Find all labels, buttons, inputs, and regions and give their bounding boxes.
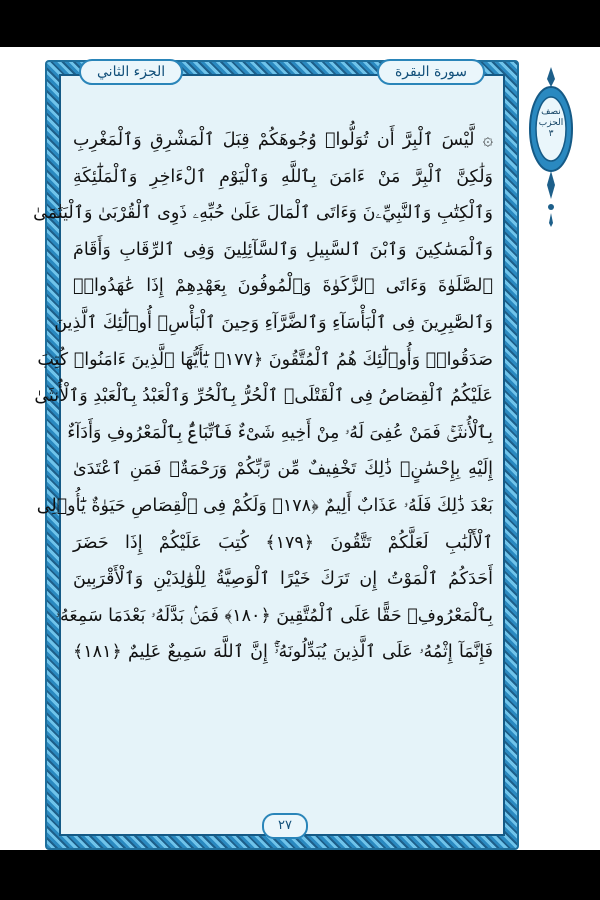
text-line: أَحَدَكُمُ ٱلْمَوْتُ إِن تَرَكَ خَيْرًا ٱلْوَصِيَّةُ لِلْوَٰلِدَيْنِ وَٱلْأَقْرَبِينَ	[73, 569, 493, 590]
text-line: وَٱلْمَسَٰكِينَ وَٱبْنَ ٱلسَّبِيلِ وَٱلسَّآئِلِينَ وَفِى ٱلرِّقَابِ وَأَقَامَ	[73, 239, 493, 260]
hizb-word-half: نصف	[541, 107, 561, 117]
medallion-ornament-icon	[528, 67, 574, 227]
text-line: ٱلْأَلْبَٰبِ لَعَلَّكُمْ تَتَّقُونَ ﴿١٧٩﴾ كُتِبَ عَلَيْكُمْ إِذَا حَضَرَ	[73, 532, 494, 553]
text-line: ۞ لَّيْسَ ٱلْبِرَّ أَن تُوَلُّوا۟ وُجُوهَكُمْ قِبَلَ ٱلْمَشْرِقِ وَٱلْمَغْرِبِ	[73, 130, 493, 150]
hizb-label	[534, 107, 568, 140]
text-line: وَلَٰكِنَّ ٱلْبِرَّ مَنْ ءَامَنَ بِٱللَّهِ وَٱلْيَوْمِ ٱلْءَاخِرِ وَٱلْمَلَٰٓئِكَةِ	[73, 166, 493, 187]
text-line: فَإِنَّمَآ إِثْمُهُۥ عَلَى ٱلَّذِينَ يُبَدِّلُونَهُۥٓۚ إِنَّ ٱللَّهَ سَمِيعٌ عَلِيمٌ ﴿١٨١﴾	[73, 642, 493, 663]
text-line: صَدَقُوا۟ۖ وَأُو۟لَٰٓئِكَ هُمُ ٱلْمُتَّقُونَ ﴿١٧٧﴾ يَٰٓأَيُّهَا ٱلَّذِينَ ءَامَنُوا۟ كُتِبَ	[37, 349, 493, 370]
quran-text	[33, 122, 494, 819]
text-line: وَٱلْكِتَٰبِ وَٱلنَّبِيِّۦنَ وَءَاتَى ٱلْمَالَ عَلَىٰ حُبِّهِۦ ذَوِى ٱلْقُرْبَىٰ وَٱلْيَتَٰمَىٰ	[33, 203, 493, 224]
text-line: إِلَيْهِ بِإِحْسَٰنٍۗ ذَٰلِكَ تَخْفِيفٌ مِّن رَّبِّكُمْ وَرَحْمَةٌۗ فَمَنِ ٱعْتَدَىٰ	[73, 459, 493, 480]
hizb-word: الحزب	[538, 118, 564, 128]
page-number: ٢٧	[262, 813, 308, 839]
text-line: بِٱلْأُنثَىٰۚ فَمَنْ عُفِىَ لَهُۥ مِنْ أَخِيهِ شَىْءٌ فَٱتِّبَاعٌۢ بِٱلْمَعْرُوفِ وَأَدَآءٌ	[67, 422, 493, 443]
page-header	[59, 55, 505, 85]
text-line: بِٱلْمَعْرُوفِۖ حَقًّا عَلَى ٱلْمُتَّقِينَ ﴿١٨٠﴾ فَمَنۢ بَدَّلَهُۥ بَعْدَمَا سَمِعَهُۥ	[55, 605, 493, 626]
mushaf-page	[0, 47, 600, 850]
hizb-number: ٣	[548, 129, 554, 139]
text-line: وَٱلصَّٰبِرِينَ فِى ٱلْبَأْسَآءِ وَٱلضَّرَّآءِ وَحِينَ ٱلْبَأْسِۗ أُو۟لَٰٓئِكَ ٱلَّذِينَ	[54, 312, 493, 333]
juz-label: الجزء الثاني	[79, 59, 183, 85]
text-line: ٱلصَّلَوٰةَ وَءَاتَى ٱلزَّكَوٰةَ وَٱلْمُوفُونَ بِعَهْدِهِمْ إِذَا عَٰهَدُوا۟ۖ	[73, 276, 493, 297]
hizb-medallion	[528, 67, 574, 227]
text-line: بَعْدَ ذَٰلِكَ فَلَهُۥ عَذَابٌ أَلِيمٌ ﴿١٧٨﴾ وَلَكُمْ فِى ٱلْقِصَاصِ حَيَوٰةٌ يَٰٓأُو۟لِى	[36, 495, 493, 516]
text-line: عَلَيْكُمُ ٱلْقِصَاصُ فِى ٱلْقَتْلَىۖ ٱلْحُرُّ بِٱلْحُرِّ وَٱلْعَبْدُ بِٱلْعَبْدِ وَٱلْأُنثَىٰ	[34, 386, 493, 407]
surah-label: سورة البقرة	[377, 59, 485, 85]
